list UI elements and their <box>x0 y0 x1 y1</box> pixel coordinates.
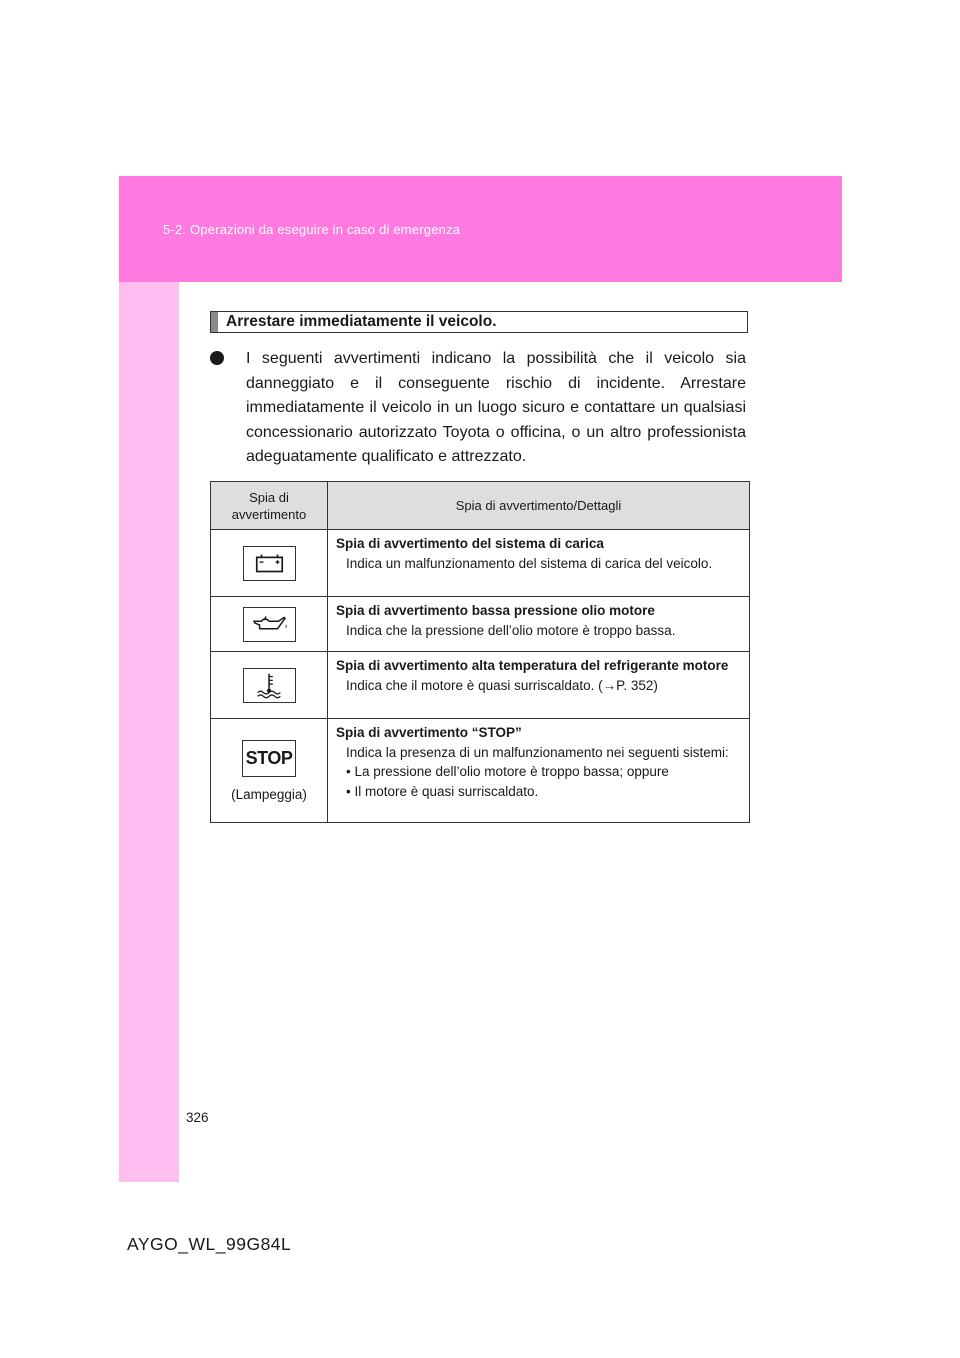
warning-description: Indica che il motore è quasi surriscaldato. (→P. 352) <box>346 677 658 693</box>
icon-cell <box>211 719 328 823</box>
table-header-row <box>211 482 750 530</box>
subheading-title: Arrestare immediatamente il veicolo. <box>226 313 497 330</box>
warning-condition: • Il motore è quasi surriscaldato. <box>346 783 539 799</box>
document-code: AYGO_WL_99G84L <box>127 1234 292 1254</box>
coolant-temperature-icon <box>243 668 296 703</box>
table-row <box>211 719 750 823</box>
side-band <box>119 282 179 1182</box>
table-row <box>211 597 750 652</box>
bullet-text: I seguenti avvertimenti indicano la possibilità che il veicolo sia danneggiato e il conseguente rischio di incidente. Arrestare immediatamente il veicolo in un luogo sicuro e contattare un qualsiasi concessionario autorizzato Toyota o officina, o un altro professionista adeguatamente qualificato e attrezzato. <box>246 350 746 465</box>
subheading-bar <box>211 312 218 332</box>
icon-cell <box>211 597 328 652</box>
warning-table <box>210 481 750 823</box>
stop-icon: STOP <box>242 740 296 777</box>
warning-title: Spia di avvertimento del sistema di carica <box>336 536 604 551</box>
detail-cell <box>328 719 750 823</box>
warning-title: Spia di avvertimento bassa pressione olio motore <box>336 603 655 618</box>
bullet-icon <box>210 351 224 365</box>
warning-title: Spia di avvertimento “STOP” <box>336 725 522 740</box>
icon-cell <box>211 652 328 719</box>
icon-cell <box>211 530 328 597</box>
page-number: 326 <box>186 1110 209 1125</box>
warning-title: Spia di avvertimento alta temperatura del refrigerante motore <box>336 658 729 673</box>
detail-cell <box>328 530 750 597</box>
warning-description: Indica la presenza di un malfunzionamento nei seguenti sistemi: <box>346 744 729 760</box>
table-header-icon: Spia di avvertimento <box>211 482 328 530</box>
warning-condition: • La pressione dell’olio motore è troppo bassa; oppure <box>346 764 669 779</box>
table-header-details: Spia di avvertimento/Dettagli <box>328 482 750 530</box>
subheading-box <box>210 311 748 333</box>
battery-icon <box>243 546 296 581</box>
oil-can-icon <box>243 607 296 642</box>
warning-description: Indica un malfunzionamento del sistema di carica del veicolo. <box>346 555 713 571</box>
blinking-caption: (Lampeggia) <box>231 786 307 802</box>
detail-cell <box>328 597 750 652</box>
table-row <box>211 530 750 597</box>
table-row <box>211 652 750 719</box>
warning-description: Indica che la pressione dell’olio motore è troppo bassa. <box>346 622 676 638</box>
section-label: 5-2. Operazioni da eseguire in caso di emergenza <box>163 222 461 237</box>
bullet-paragraph <box>210 347 746 470</box>
detail-cell <box>328 652 750 719</box>
